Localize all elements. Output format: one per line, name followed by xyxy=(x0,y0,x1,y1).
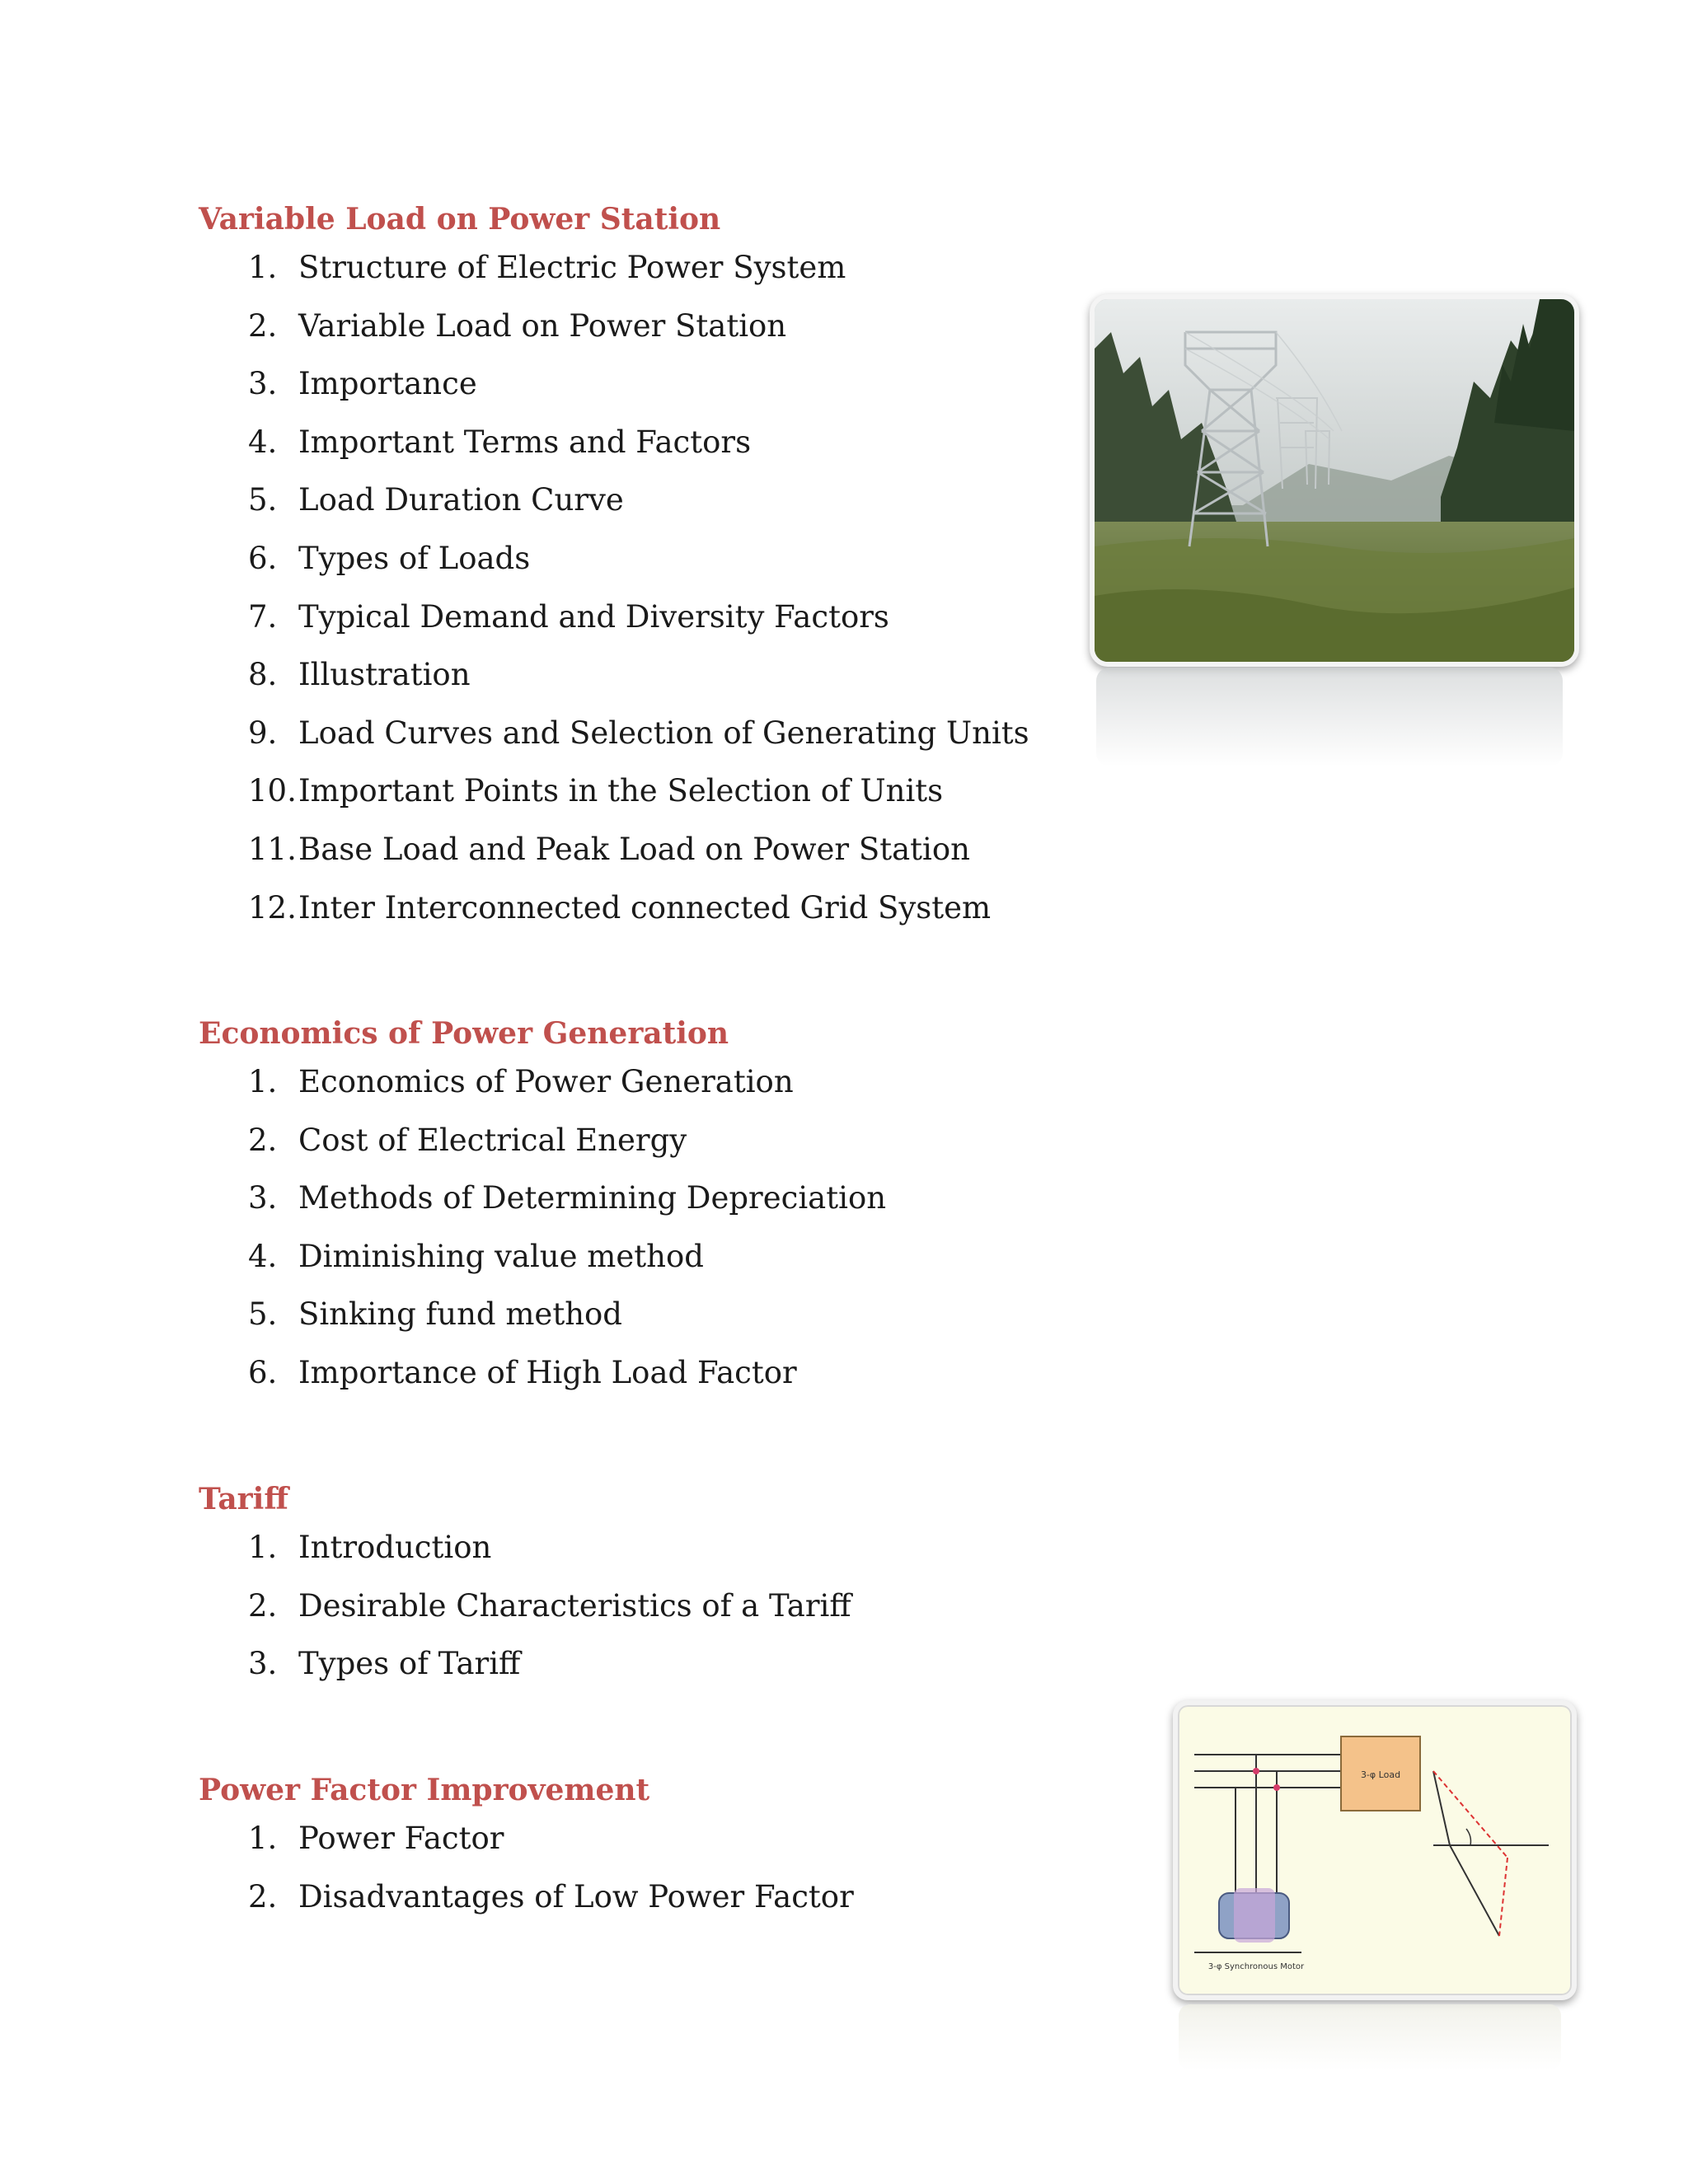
item-number: 1. xyxy=(248,1821,278,1856)
item-text: Economics of Power Generation xyxy=(298,1064,794,1099)
transmission-tower-photo xyxy=(1090,294,1579,667)
list-item xyxy=(248,480,1029,539)
item-number: 3. xyxy=(248,1180,278,1216)
item-number: 7. xyxy=(248,598,278,635)
item-text: Typical Demand and Diversity Factors xyxy=(298,598,889,635)
toc-list xyxy=(248,248,1029,946)
list-item xyxy=(248,1877,854,1936)
list-item xyxy=(248,423,1029,481)
item-number: 4. xyxy=(248,424,278,460)
list-item xyxy=(248,1353,886,1412)
list-item xyxy=(248,1528,851,1586)
item-number: 1. xyxy=(248,1530,278,1565)
item-number: 2. xyxy=(248,1122,278,1158)
diagram-reflection xyxy=(1179,2004,1561,2070)
list-item xyxy=(248,1062,886,1121)
list-item xyxy=(248,1295,886,1353)
item-text: Types of Tariff xyxy=(298,1646,521,1682)
item-text: Base Load and Peak Load on Power Station xyxy=(298,831,970,867)
item-number: 1. xyxy=(248,250,278,285)
item-text: Diminishing value method xyxy=(298,1238,704,1274)
item-number: 2. xyxy=(248,307,278,344)
list-item xyxy=(248,1179,886,1237)
item-number: 1. xyxy=(248,1064,278,1099)
list-item xyxy=(248,1586,851,1645)
list-item xyxy=(248,1644,851,1703)
item-number: 12. xyxy=(248,889,297,926)
item-text: Power Factor xyxy=(298,1821,504,1856)
item-text: Important Points in the Selection of Units xyxy=(298,773,944,809)
photo-reflection xyxy=(1096,668,1563,766)
load-label: 3-φ Load xyxy=(1360,1769,1401,1780)
item-text: Variable Load on Power Station xyxy=(298,307,787,344)
item-text: Load Duration Curve xyxy=(298,482,624,518)
item-number: 6. xyxy=(248,540,278,576)
item-number: 6. xyxy=(248,1354,278,1390)
list-item xyxy=(248,888,1029,947)
list-item xyxy=(248,598,1029,656)
list-item xyxy=(248,539,1029,598)
item-text: Load Curves and Selection of Generating Units xyxy=(298,715,1029,751)
list-item xyxy=(248,714,1029,772)
item-number: 2. xyxy=(248,1587,278,1624)
item-text: Methods of Determining Depreciation xyxy=(298,1180,887,1216)
toc-list xyxy=(248,1528,851,1703)
transmission-tower-illustration xyxy=(1095,299,1574,662)
item-number: 11. xyxy=(248,831,297,867)
item-number: 5. xyxy=(248,1296,278,1333)
item-number: 5. xyxy=(248,482,278,518)
toc-list xyxy=(248,1062,886,1412)
item-number: 10. xyxy=(248,773,297,809)
item-text: Importance of High Load Factor xyxy=(298,1354,797,1390)
list-item xyxy=(248,248,1029,307)
power-factor-diagram xyxy=(1173,1700,1577,2000)
list-item xyxy=(248,364,1029,423)
list-item xyxy=(248,771,1029,830)
motor-label: 3-φ Synchronous Motor xyxy=(1207,1962,1305,1971)
item-number: 4. xyxy=(248,1238,278,1274)
item-text: Structure of Electric Power System xyxy=(298,250,846,285)
toc-list xyxy=(248,1819,854,1935)
list-item xyxy=(248,307,1029,365)
item-number: 3. xyxy=(248,366,278,402)
item-text: Disadvantages of Low Power Factor xyxy=(298,1878,854,1915)
list-item xyxy=(248,1237,886,1296)
item-text: Introduction xyxy=(298,1530,492,1565)
list-item xyxy=(248,1121,886,1179)
item-text: Inter Interconnected connected Grid System xyxy=(298,889,992,926)
item-text: Important Terms and Factors xyxy=(298,424,752,460)
item-text: Importance xyxy=(298,366,477,402)
section-heading: Variable Load on Power Station xyxy=(199,202,721,237)
list-item xyxy=(248,655,1029,714)
item-text: Desirable Characteristics of a Tariff xyxy=(298,1587,851,1624)
list-item xyxy=(248,830,1029,888)
section-heading: Tariff xyxy=(199,1482,288,1516)
item-number: 3. xyxy=(248,1646,278,1682)
item-text: Illustration xyxy=(298,657,471,693)
item-text: Sinking fund method xyxy=(298,1296,622,1333)
synchronous-motor-circuit-diagram xyxy=(1178,1705,1572,1995)
item-text: Cost of Electrical Energy xyxy=(298,1122,687,1158)
list-item xyxy=(248,1819,854,1877)
section-heading: Power Factor Improvement xyxy=(199,1773,650,1807)
section-heading: Economics of Power Generation xyxy=(199,1016,729,1051)
item-number: 8. xyxy=(248,657,278,693)
item-number: 2. xyxy=(248,1878,278,1915)
item-text: Types of Loads xyxy=(298,540,531,576)
item-number: 9. xyxy=(248,715,278,751)
